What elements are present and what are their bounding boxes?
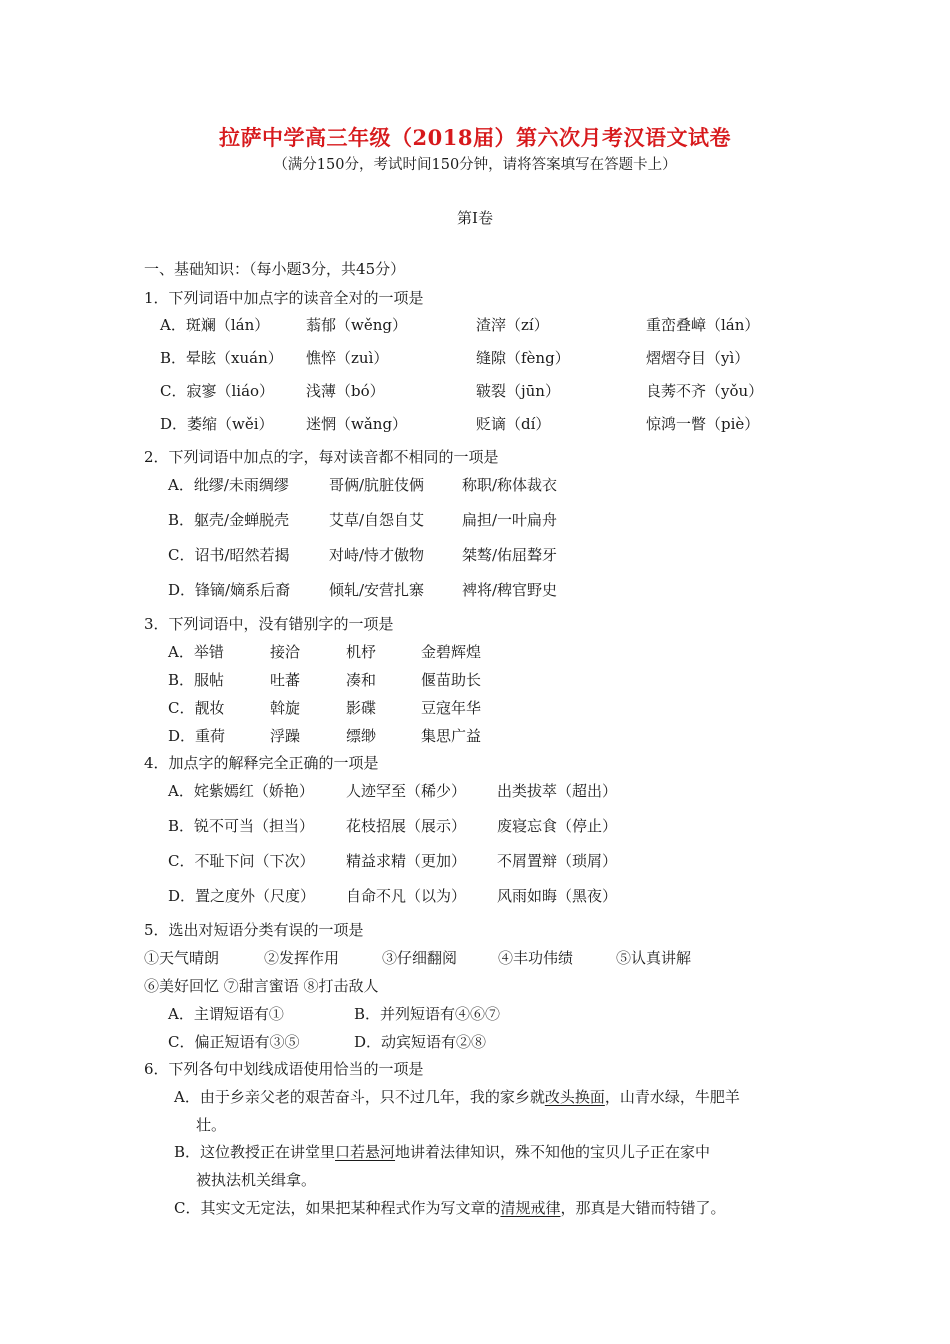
q1-stem: 1．下列词语中加点字的读音全对的一项是	[144, 289, 424, 307]
q4-option: 风雨如晦（黑夜）	[497, 887, 618, 905]
q5-option: C．偏正短语有③⑤	[168, 1033, 300, 1051]
section-heading: 一、基础知识：（每小题3分，共45分）	[144, 260, 406, 278]
q1-option: 熠熠夺目（yì）	[646, 349, 750, 367]
q6-c-text: C．其实文无定法，如果把某种程式作为写文章的	[174, 1199, 501, 1217]
q2-option: 艾草/自怨自艾	[329, 511, 425, 529]
q5-phrase: ③仔细翻阅	[382, 949, 458, 967]
q2-option: B．躯壳/金蝉脱壳	[168, 511, 290, 529]
q3-option: 影碟	[346, 699, 377, 717]
q1-option: 重峦叠嶂（lán）	[646, 316, 760, 334]
q3-option: A．举错	[168, 643, 224, 661]
q6-c-text: ，那真是大错而特错了。	[560, 1199, 726, 1217]
q2-stem: 2．下列词语中加点的字，每对读音都不相同的一项是	[144, 448, 499, 466]
q5-phrase: ④丰功伟绩	[498, 949, 574, 967]
q1-option: 贬谪（dí）	[476, 415, 551, 433]
q1-option: D．萎缩（wěi）	[160, 415, 274, 433]
q4-stem: 4．加点字的解释完全正确的一项是	[144, 754, 379, 772]
page-title: 拉萨中学高三年级（2018届）第六次月考汉语文试卷	[219, 125, 731, 150]
q6-a-text: ，山青水绿，牛肥羊	[604, 1088, 740, 1106]
q1-option: 憔悴（zuì）	[306, 349, 389, 367]
q6-b-idiom: 口若悬河	[335, 1143, 396, 1161]
q2-option: C．诏书/昭然若揭	[168, 546, 290, 564]
q3-option: 浮躁	[270, 727, 301, 745]
q3-option: B．服帖	[168, 671, 225, 689]
q2-option: A．纰缪/未雨绸缪	[168, 476, 289, 494]
q3-option: 斡旋	[270, 699, 301, 717]
q3-option: 凑和	[346, 671, 377, 689]
q5-option: B．并列短语有④⑥⑦	[354, 1005, 501, 1023]
q2-option: 扁担/一叶扁舟	[462, 511, 558, 529]
q2-option: 对峙/恃才傲物	[329, 546, 425, 564]
q5-phrase-line: ⑥美好回忆 ⑦甜言蜜语 ⑧打击敌人	[144, 977, 379, 995]
q4-option: C．不耻下问（下次）	[168, 852, 315, 870]
q1-option: C．寂寥（liáo）	[160, 382, 275, 400]
q3-option: C．靓妆	[168, 699, 225, 717]
q1-option: 缝隙（fèng）	[476, 349, 570, 367]
q3-option: 偃苗助长	[421, 671, 482, 689]
q3-stem: 3．下列词语中，没有错别字的一项是	[144, 615, 394, 633]
exam-instructions: （满分150分，考试时间150分钟，请将答案填写在答题卡上）	[273, 157, 677, 173]
q3-option: 吐蕃	[270, 671, 301, 689]
q3-option: 接洽	[270, 643, 301, 661]
q1-option: 蓊郁（wěng）	[306, 316, 407, 334]
q5-option: D．动宾短语有②⑧	[354, 1033, 487, 1051]
q6-b-continuation: 被执法机关缉拿。	[196, 1171, 317, 1189]
q6-b-text: 地讲着法律知识，殊不知他的宝贝儿子正在家中	[395, 1143, 711, 1161]
q2-option: 称职/称体裁衣	[462, 476, 558, 494]
volume-label: 第Ⅰ卷	[457, 209, 493, 227]
q4-option: A．姹紫嫣红（娇艳）	[168, 782, 314, 800]
q6-a-text: A．由于乡亲父老的艰苦奋斗，只不过几年，我的家乡就	[174, 1088, 545, 1106]
q2-option: 倾轧/安营扎寨	[329, 581, 425, 599]
q5-phrase: ②发挥作用	[264, 949, 340, 967]
q4-option: 废寝忘食（停止）	[497, 817, 618, 835]
q1-option: 迷惘（wǎng）	[306, 415, 408, 433]
q4-option: 自命不凡（以为）	[346, 887, 467, 905]
q4-option: 精益求精（更加）	[346, 852, 467, 870]
q2-option: 桀骜/佑屈聱牙	[462, 546, 558, 564]
q1-option: A．斑斓（lán）	[160, 316, 270, 334]
q1-option: 良莠不齐（yǒu）	[646, 382, 764, 400]
q4-option: 出类拔萃（超出）	[497, 782, 618, 800]
q4-option: 不屑置辩（琐屑）	[497, 852, 618, 870]
q4-option: D．置之度外（尺度）	[168, 887, 316, 905]
q3-option: 缥缈	[346, 727, 377, 745]
q6-stem: 6．下列各句中划线成语使用恰当的一项是	[144, 1060, 424, 1078]
q6-option-b	[174, 1141, 710, 1162]
q1-option: 浅薄（bó）	[306, 382, 385, 400]
q6-option-c	[174, 1197, 726, 1218]
q5-option: A．主谓短语有①	[168, 1005, 284, 1023]
q3-option: D．重荷	[168, 727, 226, 745]
q6-a-idiom: 改头换面	[544, 1088, 605, 1106]
q2-option: 裨将/稗官野史	[462, 581, 558, 599]
q6-c-idiom: 清规戒律	[500, 1199, 561, 1217]
q6-b-text: B．这位教授正在讲堂里	[174, 1143, 336, 1161]
q4-option: B．锐不可当（担当）	[168, 817, 315, 835]
q3-option: 集思广益	[421, 727, 482, 745]
q1-option: 皲裂（jūn）	[476, 382, 560, 400]
q3-option: 金碧辉煌	[421, 643, 482, 661]
q5-phrase: ①天气晴朗	[144, 949, 220, 967]
q1-option: 惊鸿一瞥（piè）	[646, 415, 760, 433]
q2-option: 哥俩/肮脏伎俩	[329, 476, 425, 494]
q6-option-a	[174, 1086, 740, 1107]
q1-option: 渣滓（zí）	[476, 316, 549, 334]
q5-phrase: ⑤认真讲解	[616, 949, 692, 967]
q4-option: 人迹罕至（稀少）	[346, 782, 467, 800]
q3-option: 机杼	[346, 643, 377, 661]
q6-a-continuation: 壮。	[196, 1116, 227, 1134]
q5-stem: 5．选出对短语分类有误的一项是	[144, 921, 364, 939]
q1-option: B．晕眩（xuán）	[160, 349, 283, 367]
q2-option: D．锋镝/嫡系后裔	[168, 581, 291, 599]
q4-option: 花枝招展（展示）	[346, 817, 467, 835]
q3-option: 豆寇年华	[421, 699, 482, 717]
